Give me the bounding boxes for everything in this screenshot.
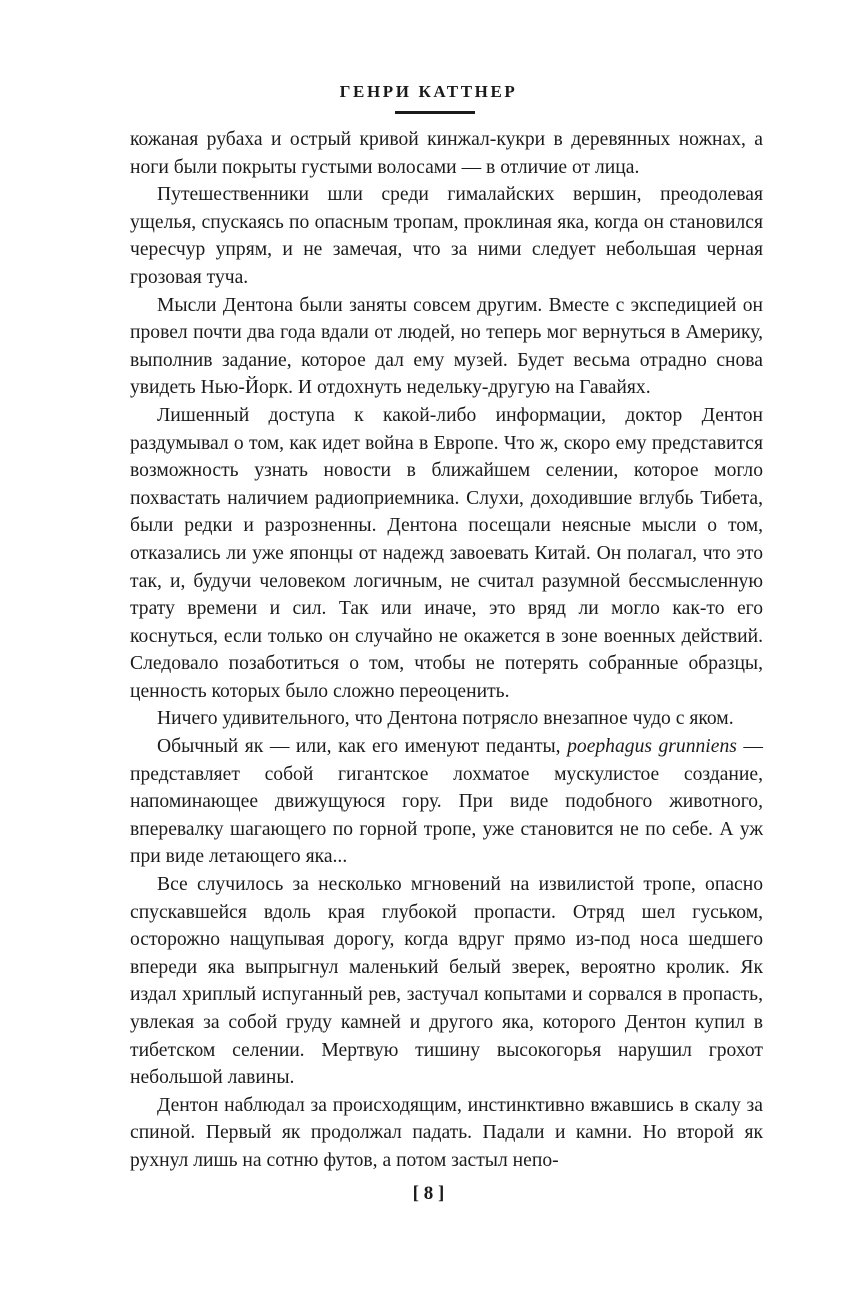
paragraph-last: Дентон наблюдал за происходящим, инстинктивно вжавшись в скалу за спиной. Первый як продолжал падать. Падали и камни. Но второй як рухнул лишь на сотню футов, а потом застыл непо- — [130, 1094, 763, 1171]
running-title: ГЕНРИ КАТТНЕР — [339, 82, 518, 101]
latin-species-name: poephagus grunniens — [567, 736, 737, 758]
paragraph-continued: кожаная рубаха и острый кривой кинжал-кукри в деревянных ножнах, а ноги были покрыты густыми волосами — в отличие от лица. — [130, 129, 763, 178]
yak-text-before: Обычный як — или, как его именуют педанты, — [157, 736, 568, 758]
paragraph: Путешественники шли среди гималайских вершин, преодолевая ущелья, спускаясь по опасным тропам, проклиная яка, когда он становился чересчур упрям, и не замечая, что за ними следует небольшая черная грозовая туча. — [130, 184, 763, 288]
paragraph: Лишенный доступа к какой-либо информации, доктор Дентон раздумывал о том, как идет война в Европе. Что ж, скоро ему представится возможность узнать новости в ближайшем селении, которое могло похвастать наличием радиоприемника. Слухи, доходившие вглубь Тибета, были редки и разрозненны. Дентона посещали неясные мысли о том, отказались ли уже японцы от надежд завоевать Китай. Он полагал, что это так, и, будучи человеком логичным, не считал разумной бессмысленную трату времени и сил. Так или иначе, это вряд ли могло как-то его коснуться, если только он случайно не окажется в зоне военных действий. Следовало позаботиться о том, чтобы не потерять собранные образцы, ценность которых было сложно переоценить. — [130, 404, 763, 702]
paragraph: Все случилось за несколько мгновений на извилистой тропе, опасно спускавшейся вдоль края глубокой пропасти. Отряд шел гуськом, осторожно нащупывая дорогу, когда вдруг прямо из-под носа шедшего впереди яка выпрыгнул маленький белый зверек, вероятно кролик. Як издал хриплый испуганный рев, застучал копытами и сорвался в пропасть, увлекая за собой груду камней и другого яка, которого Дентон купил в тибетском селении. Мертвую тишину высокогорья нарушил грохот небольшой лавины. — [130, 874, 763, 1089]
body-text — [130, 126, 763, 1175]
paragraph: Ничего удивительного, что Дентона потрясло внезапное чудо с яком. — [157, 708, 734, 730]
header-rule — [395, 111, 475, 114]
page-number: [ 8 ] — [412, 1183, 445, 1204]
paragraph-yak — [130, 733, 763, 871]
paragraph: Мысли Дентона были заняты совсем другим. Вместе с экспедицией он провел почти два года вдали от людей, но теперь мог вернуться в Америку, выполнив задание, которое дал ему музей. Будет весьма отрадно снова увидеть Нью-Йорк. И отдохнуть недельку-другую на Гавайях. — [130, 294, 763, 399]
yak-text-after: — представляет собой гигантское лохматое мускулистое создание, напоминающее движущуюся гору. При виде подобного животного, вперевалку шагающего по горной тропе, уже становится не по себе. А уж при виде летающего яка... — [130, 736, 763, 868]
